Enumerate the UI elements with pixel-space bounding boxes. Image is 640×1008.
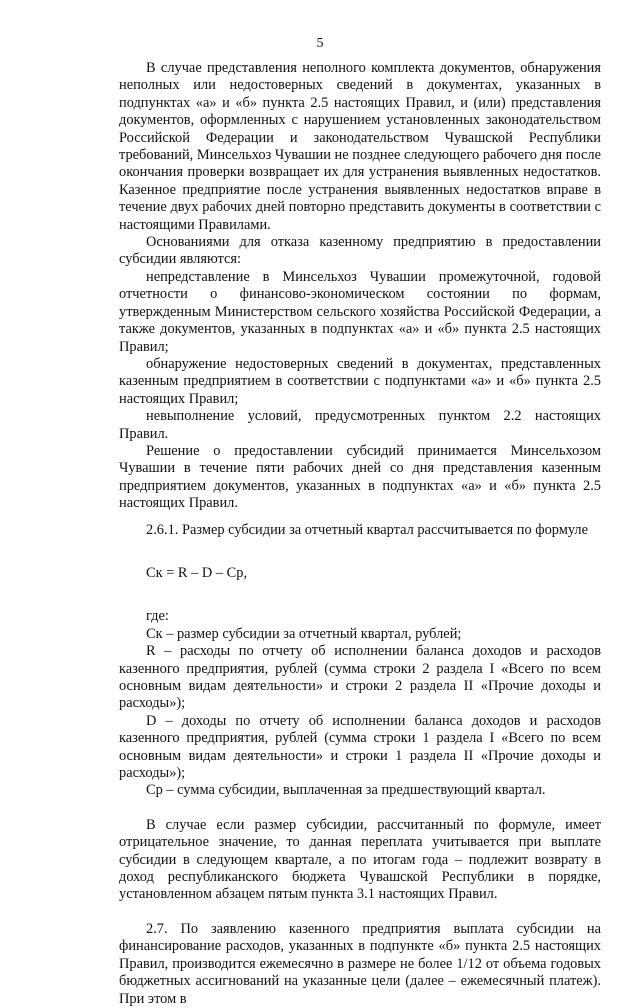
paragraph-refusal-ground-3: невыполнение условий, предусмотренных пунктом 2.2 настоящих Правил. [119,408,601,442]
paragraph-refusal-ground-2: обнаружение недостоверных сведений в документах, представленных казенным предприятием в соответствии с подпунктами «а» и «б» пункта 2.5 настоящих Правил; [119,355,601,407]
paragraph-negative-value: В случае если размер субсидии, рассчитанный по формуле, имеет отрицательное значение, то данная переплата учитывается при выплате субсидии в следующем квартале, а по итогам года – подлежит возврату в доход республиканского бюджета Чувашской Республики в порядке, установленном абзацем пятым пункта 3.1 настоящих Правил. [119,816,601,903]
paragraph-refusal-grounds: Основаниями для отказа казенному предприятию в предоставлении субсидии являются: [119,234,601,268]
formula: Ск = R – D – Cр, [146,564,248,581]
paragraph-decision: Решение о предоставлении субсидий принимается Минсельхозом Чувашии в течение пяти рабочих дней со дня представления казенным предприятием документов, указанных в подпунктах «а» и «б» пункта 2.5 настоящих Правил. [119,442,601,512]
paragraph-where: где: [146,608,169,625]
definition-r: R – расходы по отчету об исполнении баланса доходов и расходов казенного предприятия, рублей (сумма строки 2 раздела I «Всего по всем основным видам деятельности» и строки 2 раздела II «Прочие доходы и расходы»); [119,643,601,712]
document-body [119,60,601,1008]
paragraph-refusal-ground-1: непредставление в Минсельхоз Чувашии промежуточной, годовой отчетности о финансово-экономическом состоянии по формам, утвержденным Министерством сельского хозяйства Российской Федерации, а также документов, указанных в подпунктах «а» и «б» пункта 2.5 настоящих Правил; [119,268,601,355]
paragraph-2-7: 2.7. По заявлению казенного предприятия выплата субсидии на финансирование расходов, указанных в подпункте «б» пункта 2.5 настоящих Правил, производится ежемесячно в размере не более 1/12 от объема годовых бюджетных ассигнований на указанные цели (далее – ежемесячный платеж). При этом в [119,920,601,1007]
definition-d: D – доходы по отчету об исполнении баланса доходов и расходов казенного предприятия, рублей (сумма строки 1 раздела I «Всего по всем основным видам деятельности» и строки 1 раздела II «Прочие доходы и расходы»); [119,712,601,782]
page-number: 5 [316,36,324,51]
definition-sk: Ск – размер субсидии за отчетный квартал, рублей; [146,625,462,642]
paragraph-incomplete-documents: В случае представления неполного комплекта документов, обнаружения неполных или недостоверных сведений в документах, указанных в подпунктах «а» и «б» пункта 2.5 настоящих Правил, и (или) представления документов, оформленных с нарушением установленных законодательством Российской Федерации и законодательством Чувашской Республики требований, Минсельхоз Чувашии не позднее следующего рабочего дня после окончания проверки возвращает их для устранения выявленных недостатков. Казенное предприятие после устранения выявленных недостатков вправе в течение двух рабочих дней повторно представить документы в соответствии с настоящими Правилами. [119,60,601,233]
definition-sr: Ср – сумма субсидии, выплаченная за предшествующий квартал. [146,782,546,799]
paragraph-2-6-1: 2.6.1. Размер субсидии за отчетный квартал рассчитывается по формуле [146,521,589,538]
